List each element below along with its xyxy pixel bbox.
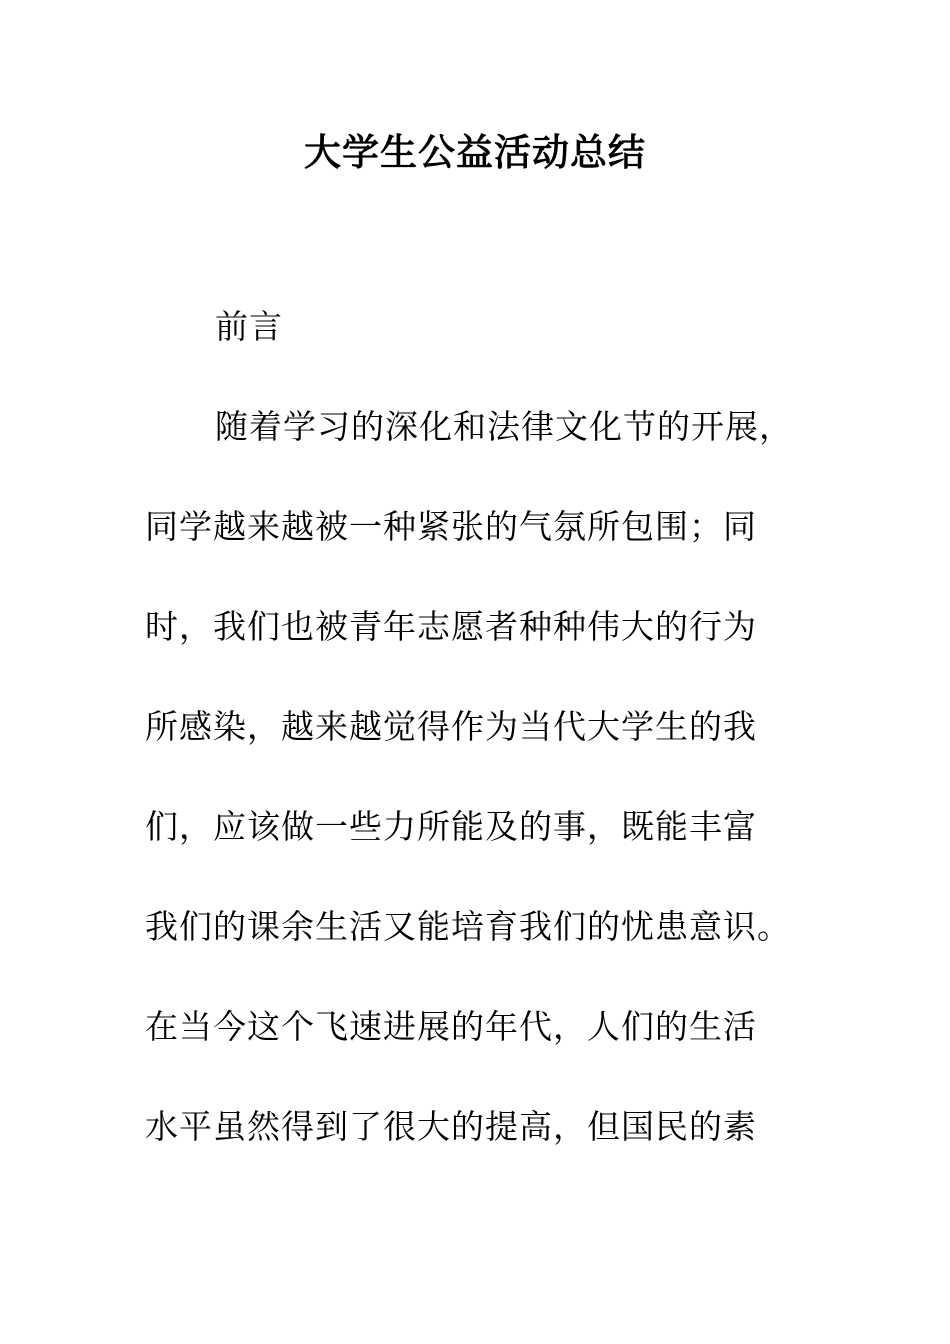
paragraph-line: 水平虽然得到了很大的提高，但国民的素 [145, 1107, 757, 1146]
paragraph-line: 在当今这个飞速进展的年代，人们的生活 [145, 1007, 757, 1046]
section-heading: 前言 [215, 307, 283, 346]
paragraph-line: 随着学习的深化和法律文化节的开展， [215, 407, 793, 446]
paragraph-line: 我们的课余生活又能培育我们的忧患意识。 [145, 907, 791, 946]
paragraph-line: 同学越来越被一种紧张的气氛所包围；同 [145, 507, 757, 546]
paragraph-line: 们，应该做一些力所能及的事，既能丰富 [145, 807, 757, 846]
paragraph-line: 所感染，越来越觉得作为当代大学生的我 [145, 707, 757, 746]
document-title: 大学生公益活动总结 [304, 131, 646, 174]
paragraph-line: 时，我们也被青年志愿者种种伟大的行为 [145, 607, 757, 646]
